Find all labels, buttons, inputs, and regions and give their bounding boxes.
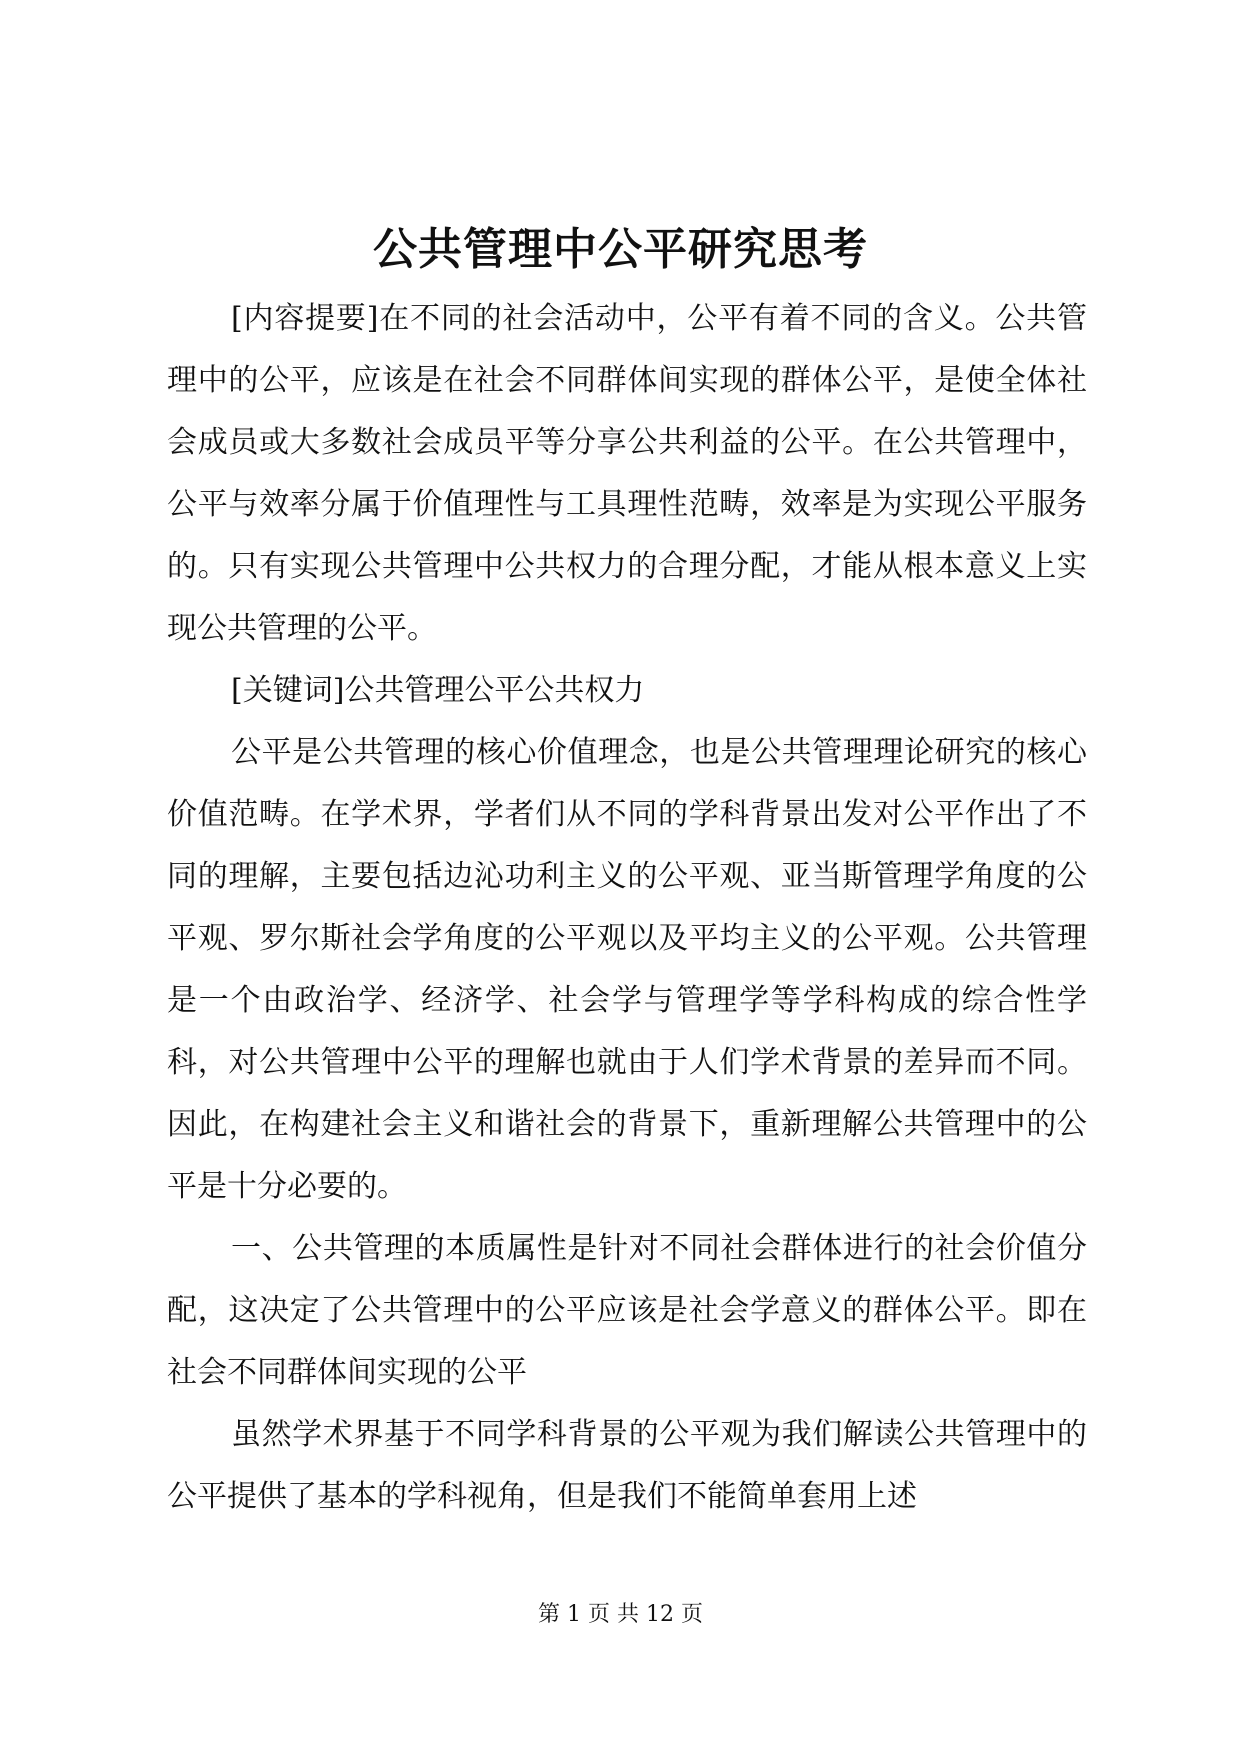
document-body [167,288,1087,1528]
abstract-paragraph: [内容提要]在不同的社会活动中，公平有着不同的含义。公共管理中的公平，应该是在社会不同群体间实现的群体公平，是使全体社会成员或大多数社会成员平等分享公共利益的公平。在公共管理中，公平与效率分属于价值理性与工具理性范畴，效率是为实现公平服务的。只有实现公共管理中公共权力的合理分配，才能从根本意义上实现公共管理的公平。 [167,301,1087,646]
section-heading-paragraph: 一、公共管理的本质属性是针对不同社会群体进行的社会价值分配，这决定了公共管理中的公平应该是社会学意义的群体公平。即在社会不同群体间实现的公平 [167,1231,1087,1390]
keywords-paragraph: [关键词]公共管理公平公共权力 [231,673,645,708]
document-title: 公共管理中公平研究思考 [373,224,868,275]
body-paragraph: 公平是公共管理的核心价值理念，也是公共管理理论研究的核心价值范畴。在学术界，学者们从不同的学科背景出发对公平作出了不同的理解，主要包括边沁功利主义的公平观、亚当斯管理学角度的公平观、罗尔斯社会学角度的公平观以及平均主义的公平观。公共管理是一个由政治学、经济学、社会学与管理学等学科构成的综合性学科，对公共管理中公平的理解也就由于人们学术背景的差异而不同。因此，在构建社会主义和谐社会的背景下，重新理解公共管理中的公平是十分必要的。 [167,735,1087,1204]
body-paragraph: 虽然学术界基于不同学科背景的公平观为我们解读公共管理中的公平提供了基本的学科视角，但是我们不能简单套用上述 [167,1417,1087,1514]
page-footer: 第 1 页 共 12 页 [538,1602,703,1627]
